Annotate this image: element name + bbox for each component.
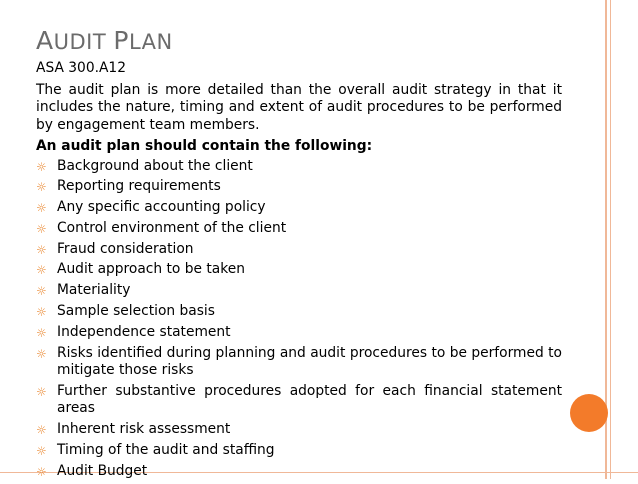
list-item — [36, 220, 562, 238]
list-item-text: Control environment of the client — [57, 219, 287, 236]
list-item — [36, 199, 562, 217]
list-item — [36, 241, 562, 259]
list-item-text: Any specific accounting policy — [57, 199, 266, 216]
list-item — [36, 463, 562, 481]
sun-bullet-icon: ☼ — [36, 263, 47, 278]
list-item-text: Reporting requirements — [57, 178, 221, 195]
list-item-text: Materiality — [57, 282, 131, 299]
list-item-text: Risks identified during planning and audit procedures to be performed to mitigate those risks — [57, 344, 562, 379]
title-rest-audit: UDIT — [53, 30, 114, 54]
sun-bullet-icon: ☼ — [36, 201, 47, 216]
slide-title — [36, 26, 173, 55]
list-item-text: Fraud consideration — [57, 240, 194, 257]
sun-bullet-icon: ☼ — [36, 221, 47, 236]
sun-bullet-icon: ☼ — [36, 159, 47, 174]
list-item-text: Inherent risk assessment — [57, 421, 231, 438]
sun-bullet-icon: ☼ — [36, 284, 47, 299]
list-item-text: Audit Budget — [57, 462, 148, 479]
list-item — [36, 383, 562, 418]
list-item — [36, 282, 562, 300]
list-item — [36, 442, 562, 460]
sun-bullet-icon: ☼ — [36, 305, 47, 320]
title-rest-plan: LAN — [128, 30, 173, 54]
sun-bullet-icon: ☼ — [36, 325, 47, 340]
sun-bullet-icon: ☼ — [36, 180, 47, 195]
title-initial-a: A — [36, 26, 54, 55]
sun-bullet-icon: ☼ — [36, 242, 47, 257]
list-item — [36, 261, 562, 279]
orange-circle-decoration — [570, 394, 608, 432]
list-item — [36, 324, 562, 342]
list-item-text: Sample selection basis — [57, 303, 215, 320]
list-heading: An audit plan should contain the following: — [36, 138, 373, 154]
list-item — [36, 158, 562, 176]
list-item-text: Further substantive procedures adopted for each financial statement areas — [57, 382, 562, 417]
sun-bullet-icon: ☼ — [36, 384, 47, 399]
sun-bullet-icon: ☼ — [36, 444, 47, 459]
frame-right-inner-line — [610, 0, 611, 479]
list-item-text: Timing of the audit and staffing — [57, 442, 275, 459]
list-item — [36, 178, 562, 196]
sun-bullet-icon: ☼ — [36, 423, 47, 438]
slide-body — [36, 60, 562, 484]
sun-bullet-icon: ☼ — [36, 464, 47, 479]
list-item — [36, 303, 562, 321]
list-item-text: Background about the client — [57, 157, 253, 174]
list-item — [36, 345, 562, 380]
list-item-text: Independence statement — [57, 323, 231, 340]
bullet-list — [36, 158, 562, 481]
title-initial-p: P — [113, 26, 129, 55]
list-item-text: Audit approach to be taken — [57, 261, 245, 278]
sun-bullet-icon: ☼ — [36, 346, 47, 361]
standard-reference: ASA 300.A12 — [36, 60, 126, 76]
list-item — [36, 421, 562, 439]
intro-paragraph: The audit plan is more detailed than the overall audit strategy in that it includes the nature, timing and extent of audit procedures to be performed by engagement team members. — [36, 81, 562, 133]
